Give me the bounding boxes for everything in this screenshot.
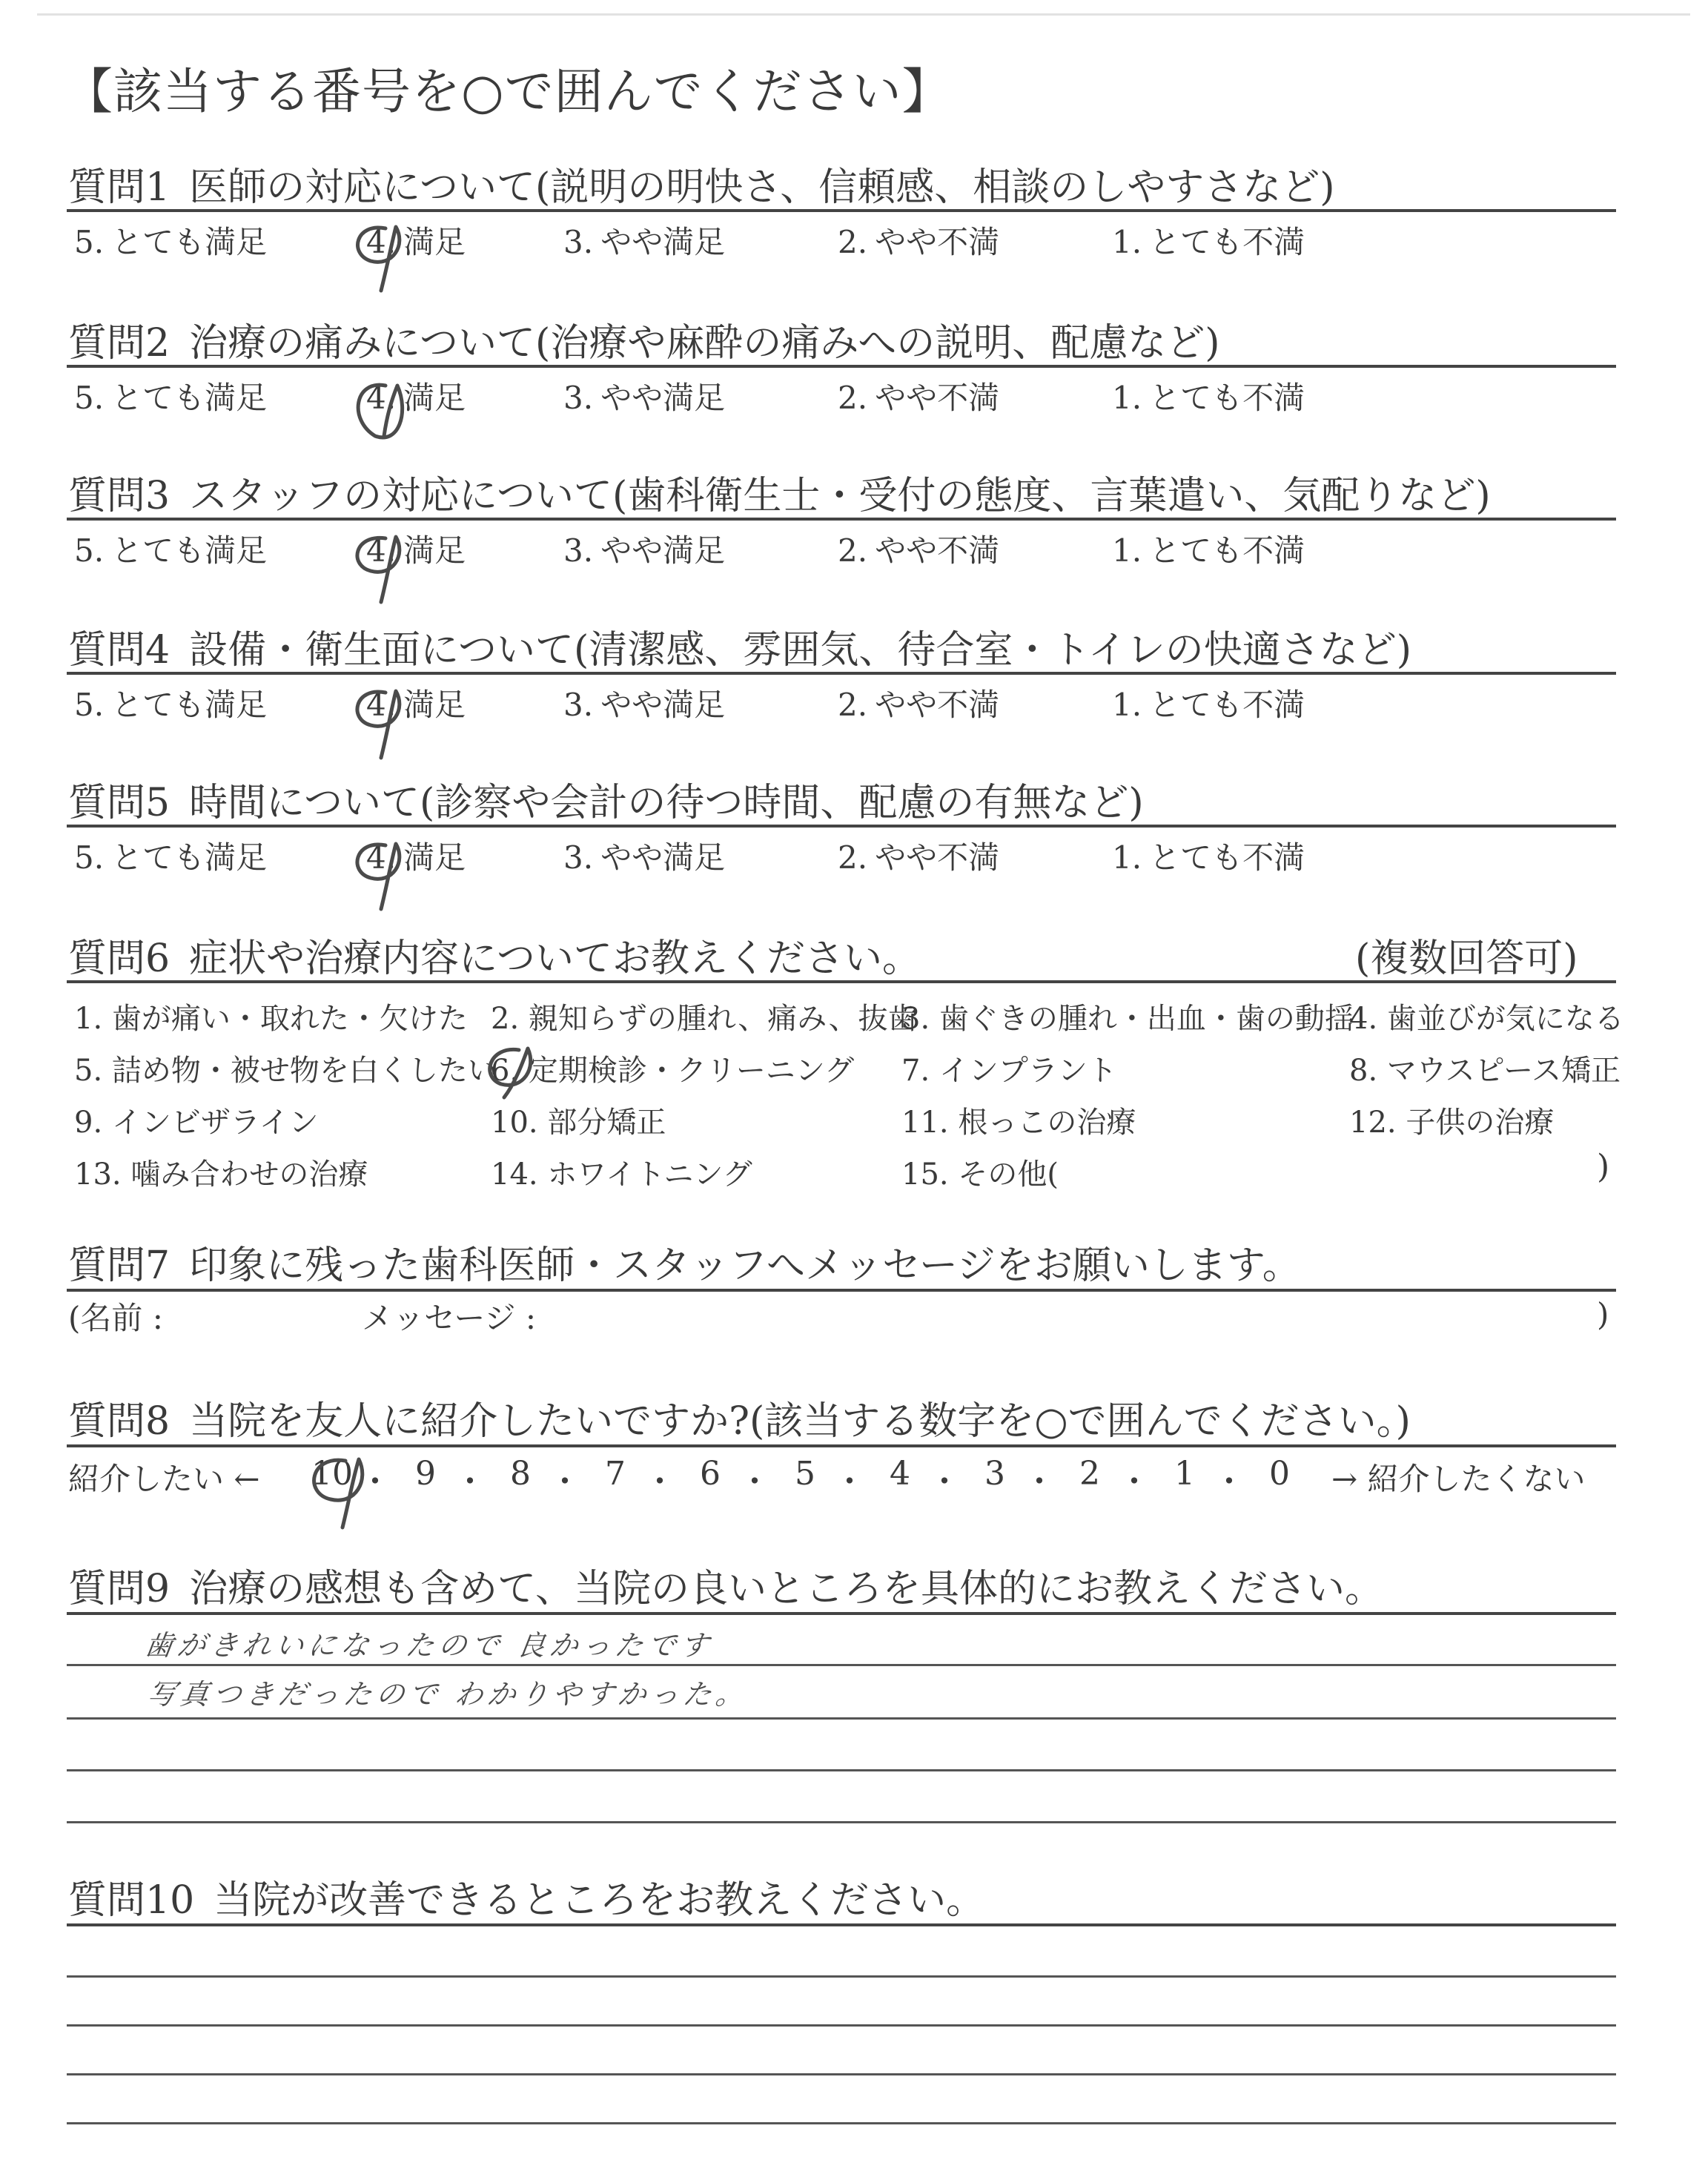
q10-answer-rule: [67, 2024, 1616, 2027]
option-number: 3.: [563, 839, 594, 876]
q8-right-label: → 紹介したくない: [1331, 1461, 1586, 1497]
option-number: 5.: [74, 224, 105, 260]
q6-option-1[interactable]: 1. 歯が痛い・取れた・欠けた: [74, 1002, 468, 1036]
q6-number: 質問6: [68, 937, 171, 981]
option-label: とても満足: [111, 687, 268, 723]
q10-rule: [67, 1923, 1616, 1926]
q5-rule: [67, 825, 1616, 828]
q4-option-2[interactable]: [838, 681, 999, 725]
q4-number: 質問4: [68, 628, 171, 673]
q9-text: 治療の感想も含めて、当院の良いところを具体的にお教えください。: [189, 1567, 1384, 1611]
q2-option-3[interactable]: [563, 374, 725, 418]
q6-text: 症状や治療内容についてお教えください。: [189, 937, 921, 981]
q6-option-12[interactable]: 12. 子供の治療: [1349, 1106, 1555, 1140]
q1-rule: [67, 209, 1616, 212]
q1-option-3[interactable]: [563, 218, 725, 262]
q8-scale-separator: ・: [643, 1463, 676, 1501]
option-label: とても満足: [111, 532, 268, 569]
option-number: 4.: [366, 687, 397, 723]
q3-number: 質問3: [68, 474, 171, 518]
option-label: とても不満: [1149, 532, 1305, 569]
q8-scale-0[interactable]: 0: [1269, 1455, 1290, 1493]
option-label: とても満足: [111, 839, 268, 876]
q6-option-5[interactable]: 5. 詰め物・被せ物を白くしたい: [74, 1054, 497, 1088]
option-label: やや不満: [875, 380, 1000, 416]
q8-scale-separator: ・: [1118, 1463, 1151, 1501]
q10-answer-rule: [67, 2073, 1616, 2075]
q7-title: [68, 1234, 1301, 1289]
option-number: 2.: [838, 224, 868, 260]
q3-title: [68, 464, 1491, 520]
q8-number: 質問8: [68, 1399, 171, 1444]
q8-scale-1[interactable]: 1: [1174, 1455, 1195, 1493]
option-label: やや満足: [600, 839, 726, 876]
q7-close: ): [1597, 1296, 1609, 1332]
q2-option-1[interactable]: [1112, 374, 1305, 418]
q8-left-label: 紹介したい ←: [68, 1461, 260, 1497]
q6-option-2[interactable]: 2. 親知らずの腫れ、痛み、抜歯: [491, 1002, 918, 1036]
q8-scale-6[interactable]: 6: [700, 1455, 721, 1493]
option-label: とても不満: [1149, 224, 1305, 260]
option-label: やや不満: [875, 687, 1000, 723]
q8-scale-separator: ・: [833, 1463, 866, 1501]
option-number: 4.: [366, 380, 397, 416]
q7-message-label: メッセージ :: [362, 1300, 536, 1336]
option-number: 5.: [74, 687, 105, 723]
option-number: 1.: [1112, 532, 1142, 569]
q6-title: [68, 927, 921, 982]
page-title: 【該当する番号を○で囲んでください】: [64, 63, 952, 120]
q3-option-2[interactable]: [838, 526, 999, 571]
q4-rule: [67, 672, 1616, 675]
q8-scale-separator: ・: [738, 1463, 771, 1501]
q9-title: [68, 1557, 1383, 1613]
q9-rule: [67, 1612, 1616, 1615]
q5-option-1[interactable]: [1112, 833, 1305, 878]
q2-option-4[interactable]: [366, 374, 466, 418]
q7-number: 質問7: [68, 1244, 171, 1288]
q1-number: 質問1: [68, 165, 171, 210]
option-number: 5.: [74, 380, 105, 416]
option-number: 1.: [1112, 224, 1142, 260]
q5-title: [68, 771, 1144, 827]
q6-option-15[interactable]: 15. その他(: [901, 1157, 1059, 1192]
q5-option-5[interactable]: [74, 833, 267, 878]
option-number: 3.: [563, 224, 594, 260]
q5-option-3[interactable]: [563, 833, 725, 878]
q8-scale-3[interactable]: 3: [984, 1455, 1005, 1493]
option-label: とても不満: [1149, 839, 1305, 876]
q3-option-5[interactable]: [74, 526, 267, 571]
q6-option-7[interactable]: 7. インプラント: [901, 1054, 1117, 1088]
q1-option-2[interactable]: [838, 218, 999, 262]
q9-answer-line-1: 歯がきれいになったので 良かったです: [142, 1629, 715, 1662]
q6-rule: [67, 980, 1616, 983]
q8-scale-7[interactable]: 7: [605, 1455, 626, 1493]
option-number: 4.: [366, 839, 397, 876]
q7-text: 印象に残った歯科医師・スタッフへメッセージをお願いします。: [189, 1244, 1301, 1288]
option-label: やや満足: [600, 380, 726, 416]
option-label: やや不満: [875, 532, 1000, 569]
option-number: 2.: [838, 839, 868, 876]
option-number: 5.: [74, 532, 105, 569]
q6-option-8[interactable]: 8. マウスピース矯正: [1349, 1054, 1621, 1088]
q4-title: [68, 618, 1411, 674]
q1-title: [68, 156, 1335, 211]
q1-option-4[interactable]: [366, 218, 466, 262]
q8-title: [68, 1390, 1411, 1445]
q3-text: スタッフの対応について(歯科衛生士・受付の態度、言葉遣い、気配りなど): [189, 474, 1491, 518]
q2-option-2[interactable]: [838, 374, 999, 418]
q7-name-label: (名前 :: [68, 1300, 163, 1336]
q9-answer-rule: [67, 1717, 1616, 1720]
q8-scale-separator: ・: [359, 1463, 391, 1501]
scan-edge: [37, 13, 1690, 16]
q8-rule: [67, 1444, 1616, 1447]
q8-scale-separator: ・: [1023, 1463, 1056, 1501]
q1-text: 医師の対応について(説明の明快さ、信頼感、相談のしやすさなど): [189, 165, 1335, 210]
q3-rule: [67, 518, 1616, 521]
q9-answer-line-2: 写真つきだったので わかりやすかった。: [145, 1678, 751, 1711]
option-label: 満足: [403, 380, 466, 416]
q10-answer-rule: [67, 1975, 1616, 1978]
option-number: 2.: [838, 532, 868, 569]
option-number: 1.: [1112, 839, 1142, 876]
q5-text: 時間について(診察や会計の待つ時間、配慮の有無など): [189, 781, 1144, 825]
q10-text: 当院が改善できるところをお教えください。: [214, 1878, 985, 1923]
option-label: やや不満: [875, 839, 1000, 876]
q4-option-1[interactable]: [1112, 681, 1305, 725]
option-label: 満足: [403, 224, 466, 260]
q8-scale-separator: ・: [928, 1463, 961, 1501]
q6-option-13[interactable]: 13. 噛み合わせの治療: [74, 1157, 368, 1192]
q4-text: 設備・衛生面について(清潔感、雰囲気、待合室・トイレの快適さなど): [189, 628, 1412, 673]
option-label: とても不満: [1149, 687, 1305, 723]
q6-option-3[interactable]: 3. 歯ぐきの腫れ・出血・歯の動揺: [901, 1002, 1354, 1036]
q6-note: (複数回答可): [1355, 937, 1578, 981]
q5-number: 質問5: [68, 781, 171, 825]
option-number: 4.: [366, 532, 397, 569]
q10-answer-rule: [67, 2122, 1616, 2124]
q8-scale-5[interactable]: 5: [795, 1455, 815, 1493]
q8-scale-10[interactable]: 10: [311, 1455, 353, 1493]
q2-title: [68, 311, 1220, 367]
q8-scale-8[interactable]: 8: [510, 1455, 531, 1493]
q2-option-5[interactable]: [74, 374, 267, 418]
q8-text: 当院を友人に紹介したいですか?(該当する数字を○で囲んでください。): [189, 1399, 1411, 1444]
q9-answer-rule: [67, 1821, 1616, 1823]
q7-rule: [67, 1289, 1616, 1292]
q5-option-4[interactable]: [366, 833, 466, 878]
option-number: 4.: [366, 224, 397, 260]
option-number: 5.: [74, 839, 105, 876]
q6-option-6[interactable]: 6. 定期検診・クリーニング: [491, 1054, 855, 1088]
q6-option-9[interactable]: 9. インビザライン: [74, 1106, 319, 1140]
q8-scale-separator: ・: [454, 1463, 486, 1501]
option-number: 1.: [1112, 687, 1142, 723]
q9-number: 質問9: [68, 1567, 171, 1611]
q3-option-3[interactable]: [563, 526, 725, 571]
q9-answer-rule: [67, 1769, 1616, 1771]
q10-number: 質問10: [68, 1878, 195, 1923]
q4-option-4[interactable]: [366, 681, 466, 725]
q8-scale-4[interactable]: 4: [890, 1455, 910, 1493]
q9-answer-rule: [67, 1664, 1616, 1666]
q6-option-10[interactable]: 10. 部分矯正: [491, 1106, 666, 1140]
q4-option-5[interactable]: [74, 681, 267, 725]
q8-scale-2[interactable]: 2: [1079, 1455, 1100, 1493]
q2-text: 治療の痛みについて(治療や麻酔の痛みへの説明、配慮など): [189, 321, 1220, 366]
q3-option-1[interactable]: [1112, 526, 1305, 571]
option-label: やや不満: [875, 224, 1000, 260]
option-label: やや満足: [600, 687, 726, 723]
option-label: 満足: [403, 687, 466, 723]
option-number: 2.: [838, 380, 868, 416]
option-label: とても満足: [111, 380, 268, 416]
q6-other-close: ): [1597, 1148, 1610, 1186]
q3-option-4[interactable]: [366, 526, 466, 571]
q1-option-1[interactable]: [1112, 218, 1305, 262]
q2-number: 質問2: [68, 321, 171, 366]
q10-title: [68, 1869, 984, 1924]
q8-scale-9[interactable]: 9: [415, 1455, 436, 1493]
q1-option-5[interactable]: [74, 218, 267, 262]
option-number: 1.: [1112, 380, 1142, 416]
option-number: 2.: [838, 687, 868, 723]
option-number: 3.: [563, 532, 594, 569]
option-label: やや満足: [600, 224, 726, 260]
option-label: とても満足: [111, 224, 268, 260]
q6-option-14[interactable]: 14. ホワイトニング: [491, 1157, 752, 1192]
option-number: 3.: [563, 380, 594, 416]
q5-option-2[interactable]: [838, 833, 999, 878]
q8-scale-separator: ・: [1213, 1463, 1245, 1501]
q4-option-3[interactable]: [563, 681, 725, 725]
q6-option-11[interactable]: 11. 根っこの治療: [901, 1106, 1136, 1140]
q8-scale-separator: ・: [549, 1463, 581, 1501]
option-number: 3.: [563, 687, 594, 723]
q6-option-4[interactable]: 4. 歯並びが気になる: [1349, 1002, 1624, 1036]
option-label: 満足: [403, 532, 466, 569]
q2-rule: [67, 365, 1616, 368]
option-label: とても不満: [1149, 380, 1305, 416]
option-label: 満足: [403, 839, 466, 876]
option-label: やや満足: [600, 532, 726, 569]
